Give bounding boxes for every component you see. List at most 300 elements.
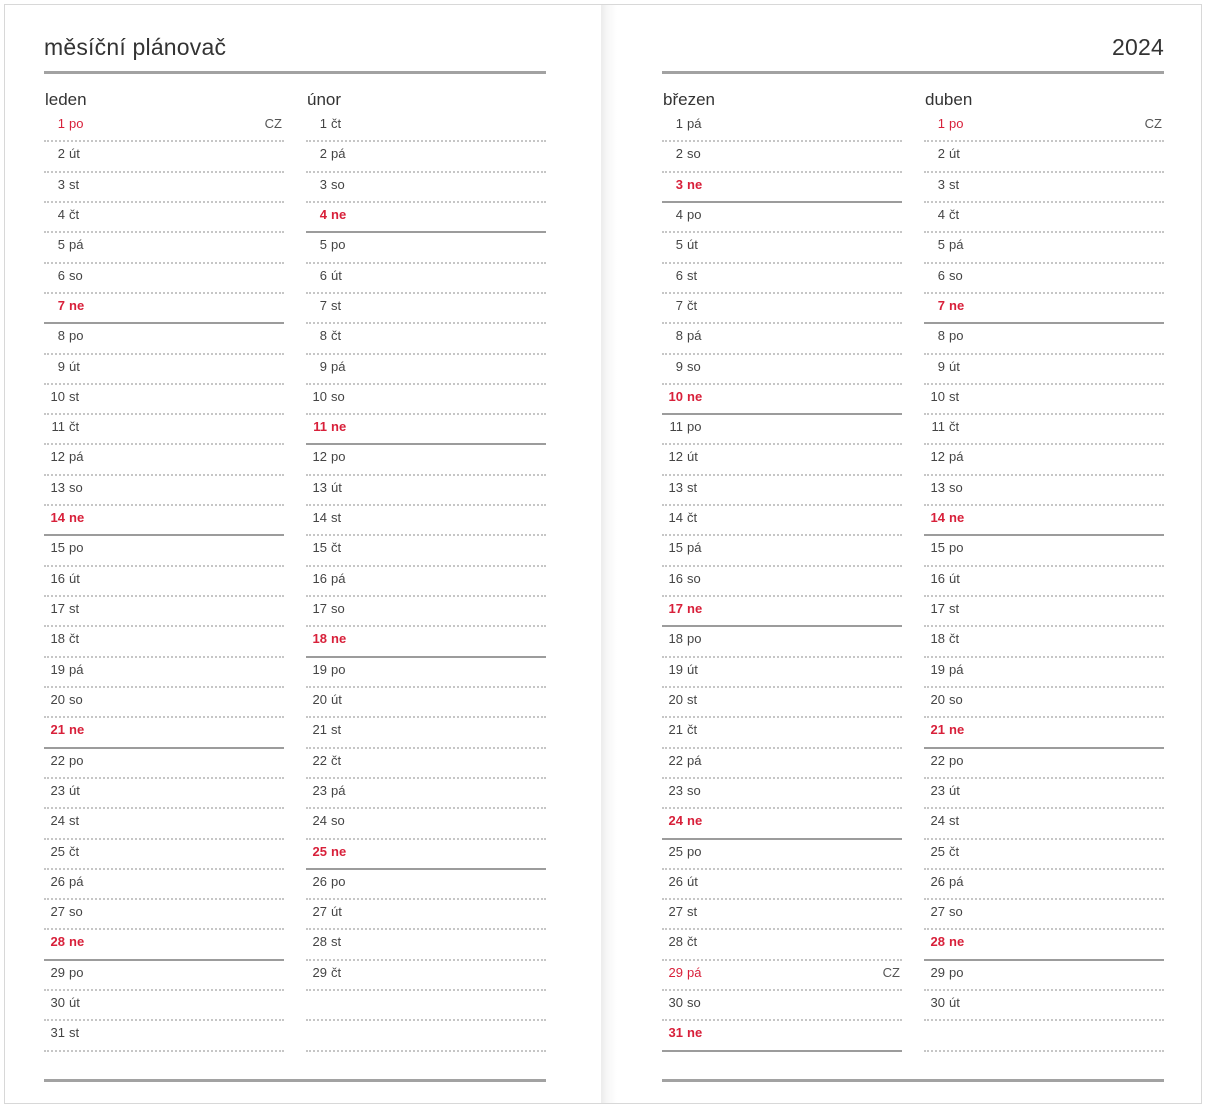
day-row: [44, 203, 284, 233]
day-row: [662, 658, 902, 688]
day-row: [924, 900, 1164, 930]
day-row: [44, 355, 284, 385]
day-row: [924, 688, 1164, 718]
day-number: 17: [668, 601, 683, 616]
day-row: [662, 536, 902, 566]
weekday: so: [69, 479, 83, 495]
day-number: 30: [930, 995, 945, 1011]
day-row: [306, 930, 546, 960]
day-number: 14: [668, 510, 683, 526]
day-number: 25: [50, 843, 65, 859]
day-list: [44, 112, 284, 1058]
weekday: so: [69, 267, 83, 283]
month-name: březen: [663, 90, 715, 109]
day-number: 12: [930, 449, 945, 465]
month-name: leden: [45, 90, 87, 109]
weekday: čt: [69, 631, 80, 647]
weekday: so: [331, 601, 345, 616]
day-row: [924, 658, 1164, 688]
day-row: [924, 749, 1164, 779]
weekday: čt: [69, 843, 80, 859]
day-row: [44, 476, 284, 506]
page-gutter: [601, 5, 617, 1103]
day-number: 26: [930, 873, 945, 889]
weekday: čt: [69, 419, 80, 435]
weekday: pá: [687, 328, 702, 344]
weekday: pá: [687, 964, 702, 980]
day-row: [44, 385, 284, 415]
day-number: 26: [668, 873, 683, 889]
day-number: 25: [312, 843, 327, 859]
weekday: út: [69, 782, 80, 798]
day-number: 4: [57, 206, 65, 222]
weekday: út: [331, 904, 342, 920]
weekday: so: [331, 388, 345, 404]
day-list: [306, 112, 546, 1058]
day-number: 2: [675, 146, 683, 162]
day-row: [44, 779, 284, 809]
day-number: 26: [50, 873, 65, 889]
weekday: po: [69, 964, 84, 980]
weekday: út: [687, 873, 698, 889]
weekday: po: [331, 449, 346, 465]
weekday: so: [687, 782, 701, 798]
day-number: 15: [50, 540, 65, 556]
day-row: [924, 930, 1164, 960]
day-row: [924, 961, 1164, 991]
day-number: 6: [937, 267, 945, 283]
day-number: 14: [50, 510, 65, 526]
day-number: 28: [668, 934, 683, 950]
day-row: [924, 779, 1164, 809]
weekday: út: [949, 782, 960, 798]
day-row: [44, 142, 284, 172]
empty-line: [306, 1021, 546, 1051]
day-row: [662, 930, 902, 960]
day-row: [662, 112, 902, 142]
bottom-rule: [662, 1079, 1164, 1082]
day-number: 25: [668, 843, 683, 859]
day-number: 5: [937, 237, 945, 253]
day-number: 5: [57, 237, 65, 253]
top-rule: [662, 71, 1164, 74]
month-name: duben: [925, 90, 973, 109]
day-number: 4: [319, 206, 327, 222]
day-number: 23: [312, 782, 327, 798]
day-number: 4: [675, 206, 683, 222]
day-row: [306, 597, 546, 627]
day-row: [662, 900, 902, 930]
day-row: [306, 294, 546, 324]
weekday: út: [687, 661, 698, 677]
day-number: 1: [937, 116, 945, 131]
right-page: [662, 0, 1164, 1108]
day-row: [44, 506, 284, 536]
day-number: 9: [937, 358, 945, 374]
day-row: [924, 173, 1164, 203]
day-row: [662, 1021, 902, 1051]
day-number: 13: [50, 479, 65, 495]
weekday: st: [687, 479, 698, 495]
weekday: so: [687, 146, 701, 162]
day-row: [924, 476, 1164, 506]
day-number: 13: [312, 479, 327, 495]
weekday: ne: [687, 176, 703, 192]
day-number: 22: [50, 752, 65, 768]
day-list: [924, 112, 1164, 1058]
weekday: st: [687, 691, 698, 707]
day-number: 1: [57, 116, 65, 131]
weekday: čt: [949, 843, 960, 859]
weekday: ne: [687, 813, 703, 829]
day-number: 17: [312, 601, 327, 616]
month-column-duben: [924, 88, 1164, 1058]
weekday: pá: [331, 146, 346, 162]
weekday: st: [69, 388, 80, 404]
day-row: [662, 749, 902, 779]
weekday: po: [331, 237, 346, 253]
weekday: ne: [949, 934, 965, 950]
day-row: [306, 476, 546, 506]
weekday: ne: [949, 297, 965, 313]
day-number: 11: [313, 419, 327, 435]
day-row: [44, 870, 284, 900]
weekday: po: [949, 328, 964, 344]
day-number: 14: [930, 510, 945, 526]
weekday: po: [331, 873, 346, 889]
weekday: po: [949, 540, 964, 556]
day-row: [924, 264, 1164, 294]
weekday: út: [331, 479, 342, 495]
day-number: 15: [668, 540, 683, 556]
day-row: [306, 809, 546, 839]
day-row: [306, 658, 546, 688]
day-number: 16: [312, 570, 327, 586]
weekday: út: [331, 267, 342, 283]
day-number: 31: [50, 1025, 65, 1041]
day-number: 6: [675, 267, 683, 283]
weekday: so: [69, 904, 83, 920]
weekday: čt: [331, 964, 342, 980]
day-number: 26: [312, 873, 327, 889]
weekday: st: [331, 722, 342, 738]
day-number: 17: [50, 601, 65, 616]
weekday: čt: [687, 510, 698, 526]
day-number: 3: [675, 176, 683, 192]
day-row: [306, 233, 546, 263]
day-number: 18: [668, 631, 683, 647]
day-number: 30: [668, 995, 683, 1011]
day-row: [306, 567, 546, 597]
day-number: 10: [312, 388, 327, 404]
weekday: pá: [331, 570, 346, 586]
day-number: 15: [930, 540, 945, 556]
day-number: 9: [675, 358, 683, 374]
day-row: [662, 264, 902, 294]
day-row: [662, 385, 902, 415]
day-number: 10: [50, 388, 65, 404]
day-number: 22: [930, 752, 945, 768]
weekday: út: [687, 237, 698, 253]
day-row: [306, 536, 546, 566]
day-row: [44, 264, 284, 294]
day-row: [44, 1021, 284, 1051]
day-number: 6: [57, 267, 65, 283]
weekday: so: [69, 691, 83, 707]
weekday: ne: [69, 510, 85, 526]
day-row: [44, 415, 284, 445]
day-row: [924, 506, 1164, 536]
day-row: [44, 930, 284, 960]
day-row: [662, 688, 902, 718]
day-number: 22: [312, 752, 327, 768]
day-row: [924, 355, 1164, 385]
day-number: 13: [930, 479, 945, 495]
weekday: st: [949, 813, 960, 829]
day-row: [306, 688, 546, 718]
day-number: 18: [930, 631, 945, 647]
day-list: [662, 112, 902, 1058]
weekday: ne: [687, 1025, 703, 1041]
day-number: 19: [50, 661, 65, 677]
weekday: ne: [949, 510, 965, 526]
day-number: 8: [937, 328, 945, 344]
top-rule: [44, 71, 546, 74]
day-number: 24: [668, 813, 683, 829]
day-row: [662, 567, 902, 597]
day-row: [306, 355, 546, 385]
day-number: 24: [930, 813, 945, 829]
weekday: st: [69, 176, 80, 192]
weekday: po: [687, 631, 702, 647]
day-number: 9: [319, 358, 327, 374]
day-row: [924, 870, 1164, 900]
day-number: 13: [668, 479, 683, 495]
day-number: 27: [930, 904, 945, 920]
weekday: po: [331, 661, 346, 677]
day-number: 1: [319, 116, 327, 131]
weekday: po: [687, 843, 702, 859]
weekday: po: [687, 419, 702, 435]
day-row: [306, 779, 546, 809]
day-row: [44, 840, 284, 870]
holiday-note: CZ: [882, 964, 900, 980]
weekday: pá: [687, 116, 702, 131]
day-row: [924, 597, 1164, 627]
day-row: [924, 233, 1164, 263]
day-number: 20: [668, 691, 683, 707]
weekday: st: [69, 813, 80, 829]
day-row: [924, 415, 1164, 445]
day-number: 11: [931, 419, 945, 435]
day-row: [924, 718, 1164, 748]
empty-line: [924, 1021, 1164, 1051]
day-row: [924, 294, 1164, 324]
left-page: [44, 0, 546, 1108]
day-row: [662, 779, 902, 809]
day-number: 2: [57, 146, 65, 162]
day-row: [662, 597, 902, 627]
day-number: 19: [668, 661, 683, 677]
page-title: měsíční plánovač: [44, 34, 227, 60]
day-number: 18: [312, 631, 327, 647]
weekday: út: [949, 995, 960, 1011]
day-row: [924, 536, 1164, 566]
day-number: 11: [51, 419, 65, 435]
weekday: pá: [331, 358, 346, 374]
weekday: so: [331, 813, 345, 829]
day-number: 27: [50, 904, 65, 920]
weekday: po: [949, 116, 964, 131]
day-row: [662, 627, 902, 657]
day-row: [662, 961, 902, 991]
day-row: [662, 294, 902, 324]
weekday: st: [331, 510, 342, 526]
day-number: 2: [937, 146, 945, 162]
weekday: st: [331, 297, 342, 313]
day-row: [924, 840, 1164, 870]
month-name: únor: [307, 90, 342, 109]
day-number: 10: [930, 388, 945, 404]
day-row: [44, 718, 284, 748]
day-row: [44, 749, 284, 779]
weekday: so: [687, 995, 701, 1011]
day-row: [924, 567, 1164, 597]
month-column-brezen: [662, 88, 902, 1058]
year-title: 2024: [1112, 34, 1164, 60]
day-row: [924, 112, 1164, 142]
holiday-note: CZ: [264, 116, 282, 131]
day-number: 12: [50, 449, 65, 465]
day-number: 21: [668, 722, 683, 738]
day-row: [662, 445, 902, 475]
day-number: 1: [675, 116, 683, 131]
day-row: [924, 991, 1164, 1021]
weekday: út: [949, 146, 960, 162]
day-number: 8: [675, 328, 683, 344]
day-row: [306, 264, 546, 294]
day-number: 29: [312, 964, 327, 980]
day-number: 7: [675, 297, 683, 313]
weekday: út: [69, 358, 80, 374]
day-row: [44, 809, 284, 839]
day-row: [662, 173, 902, 203]
day-number: 29: [668, 964, 683, 980]
weekday: ne: [687, 601, 703, 616]
day-row: [924, 142, 1164, 172]
weekday: čt: [949, 419, 960, 435]
weekday: st: [687, 267, 698, 283]
day-number: 16: [930, 570, 945, 586]
weekday: so: [331, 176, 345, 192]
weekday: út: [69, 995, 80, 1011]
day-row: [924, 627, 1164, 657]
day-row: [306, 840, 546, 870]
weekday: so: [687, 570, 701, 586]
day-row: [662, 233, 902, 263]
day-row: [306, 718, 546, 748]
weekday: st: [687, 904, 698, 920]
day-number: 8: [319, 328, 327, 344]
day-number: 7: [319, 297, 327, 313]
day-row: [662, 355, 902, 385]
day-row: [44, 658, 284, 688]
day-row: [662, 476, 902, 506]
day-row: [924, 809, 1164, 839]
day-row: [44, 597, 284, 627]
day-row: [306, 142, 546, 172]
day-number: 17: [930, 601, 945, 616]
weekday: út: [687, 449, 698, 465]
day-row: [44, 536, 284, 566]
day-number: 23: [930, 782, 945, 798]
weekday: čt: [331, 116, 342, 131]
weekday: st: [949, 601, 960, 616]
day-number: 20: [50, 691, 65, 707]
day-row: [924, 445, 1164, 475]
day-row: [44, 294, 284, 324]
day-row: [44, 961, 284, 991]
bottom-rule: [44, 1079, 546, 1082]
day-row: [924, 203, 1164, 233]
weekday: čt: [949, 206, 960, 222]
day-row: [44, 627, 284, 657]
day-number: 20: [312, 691, 327, 707]
day-number: 16: [50, 570, 65, 586]
day-row: [662, 840, 902, 870]
day-row: [306, 385, 546, 415]
day-row: [662, 718, 902, 748]
day-number: 25: [930, 843, 945, 859]
day-number: 7: [57, 297, 65, 313]
weekday: ne: [687, 388, 703, 404]
weekday: pá: [69, 661, 84, 677]
day-number: 5: [319, 237, 327, 253]
day-number: 20: [930, 691, 945, 707]
day-row: [306, 203, 546, 233]
weekday: so: [949, 479, 963, 495]
day-row: [44, 445, 284, 475]
holiday-note: CZ: [1144, 116, 1162, 131]
day-row: [44, 233, 284, 263]
weekday: út: [949, 570, 960, 586]
day-row: [44, 900, 284, 930]
weekday: so: [949, 904, 963, 920]
weekday: ne: [331, 631, 347, 647]
day-row: [306, 324, 546, 354]
day-number: 28: [312, 934, 327, 950]
day-number: 16: [668, 570, 683, 586]
day-number: 12: [312, 449, 327, 465]
day-row: [924, 385, 1164, 415]
weekday: st: [69, 601, 80, 616]
day-number: 14: [312, 510, 327, 526]
day-number: 11: [669, 419, 683, 435]
day-row: [662, 203, 902, 233]
day-number: 3: [937, 176, 945, 192]
day-row: [924, 324, 1164, 354]
weekday: pá: [949, 449, 964, 465]
day-row: [44, 688, 284, 718]
weekday: čt: [331, 752, 342, 768]
day-number: 21: [930, 722, 945, 738]
day-number: 8: [57, 328, 65, 344]
weekday: so: [949, 267, 963, 283]
day-number: 12: [668, 449, 683, 465]
day-number: 29: [50, 964, 65, 980]
day-row: [44, 567, 284, 597]
weekday: po: [949, 964, 964, 980]
